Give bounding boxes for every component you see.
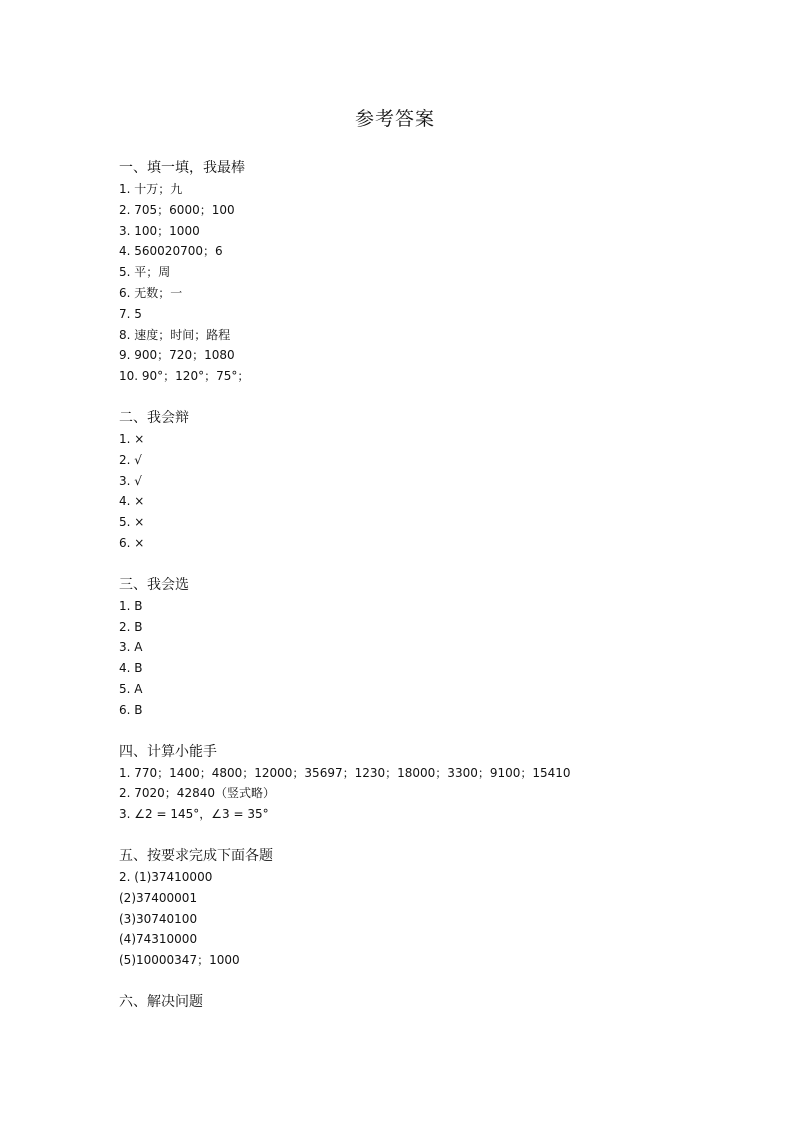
section-heading: 二、我会辩 [119, 409, 189, 426]
answer-line: 6. × [119, 535, 145, 550]
section-heading: 六、解决问题 [119, 993, 203, 1010]
section-heading: 三、我会选 [119, 576, 189, 593]
page-title: 参考答案 [354, 108, 435, 130]
answer-line: 5. A [119, 681, 143, 696]
answer-line: (2)37400001 [119, 890, 198, 905]
answer-line: 4. 560020700；6 [119, 244, 223, 259]
answer-line: 5. × [119, 515, 145, 530]
answer-line: 6. B [119, 702, 143, 717]
answer-line: 2. (1)37410000 [119, 869, 213, 884]
answer-line: 3. 100；1000 [119, 223, 200, 238]
section-heading: 一、填一填，我最棒 [119, 160, 245, 176]
answer-line: (5)10000347；1000 [119, 953, 240, 968]
section-fill-in [119, 157, 759, 387]
answer-line: 3. A [119, 640, 143, 655]
answer-line: 3. √ [119, 473, 142, 488]
section-problem-solving [119, 991, 759, 1013]
answer-line: 3. ∠2 = 145°，∠3 = 35° [119, 807, 269, 822]
answer-line: 4. × [119, 494, 145, 509]
answer-line: 1. 十万；九 [119, 182, 183, 196]
answer-line: 6. 无数；一 [119, 285, 183, 300]
answer-line: 2. B [119, 619, 143, 634]
answer-line: (4)74310000 [119, 932, 198, 947]
section-heading: 五、按要求完成下面各题 [119, 847, 273, 864]
answer-content [119, 157, 759, 1033]
section-multiple-choice [119, 574, 759, 721]
section-calculation [119, 741, 759, 825]
answer-line: 5. 平；周 [119, 265, 171, 280]
answer-line: 2. 705；6000；100 [119, 202, 235, 217]
answer-line: 10. 90°；120°；75°； [119, 369, 250, 384]
answer-line: (3)30740100 [119, 911, 198, 926]
answer-line: 1. B [119, 598, 143, 613]
section-heading: 四、计算小能手 [119, 743, 217, 760]
answer-line: 1. × [119, 431, 145, 446]
answer-line: 9. 900；720；1080 [119, 348, 235, 363]
answer-line: 2. 7020；42840（竖式略） [119, 786, 275, 801]
answer-line: 2. √ [119, 452, 142, 467]
answer-line: 8. 速度；时间；路程 [119, 327, 231, 342]
answer-line: 1. 770；1400；4800；12000；35697；1230；18000；3300；9100；15410 [119, 765, 571, 780]
answer-line: 4. B [119, 661, 143, 676]
answer-line: 7. 5 [119, 306, 142, 321]
section-requirements [119, 845, 759, 971]
section-true-false [119, 407, 759, 554]
